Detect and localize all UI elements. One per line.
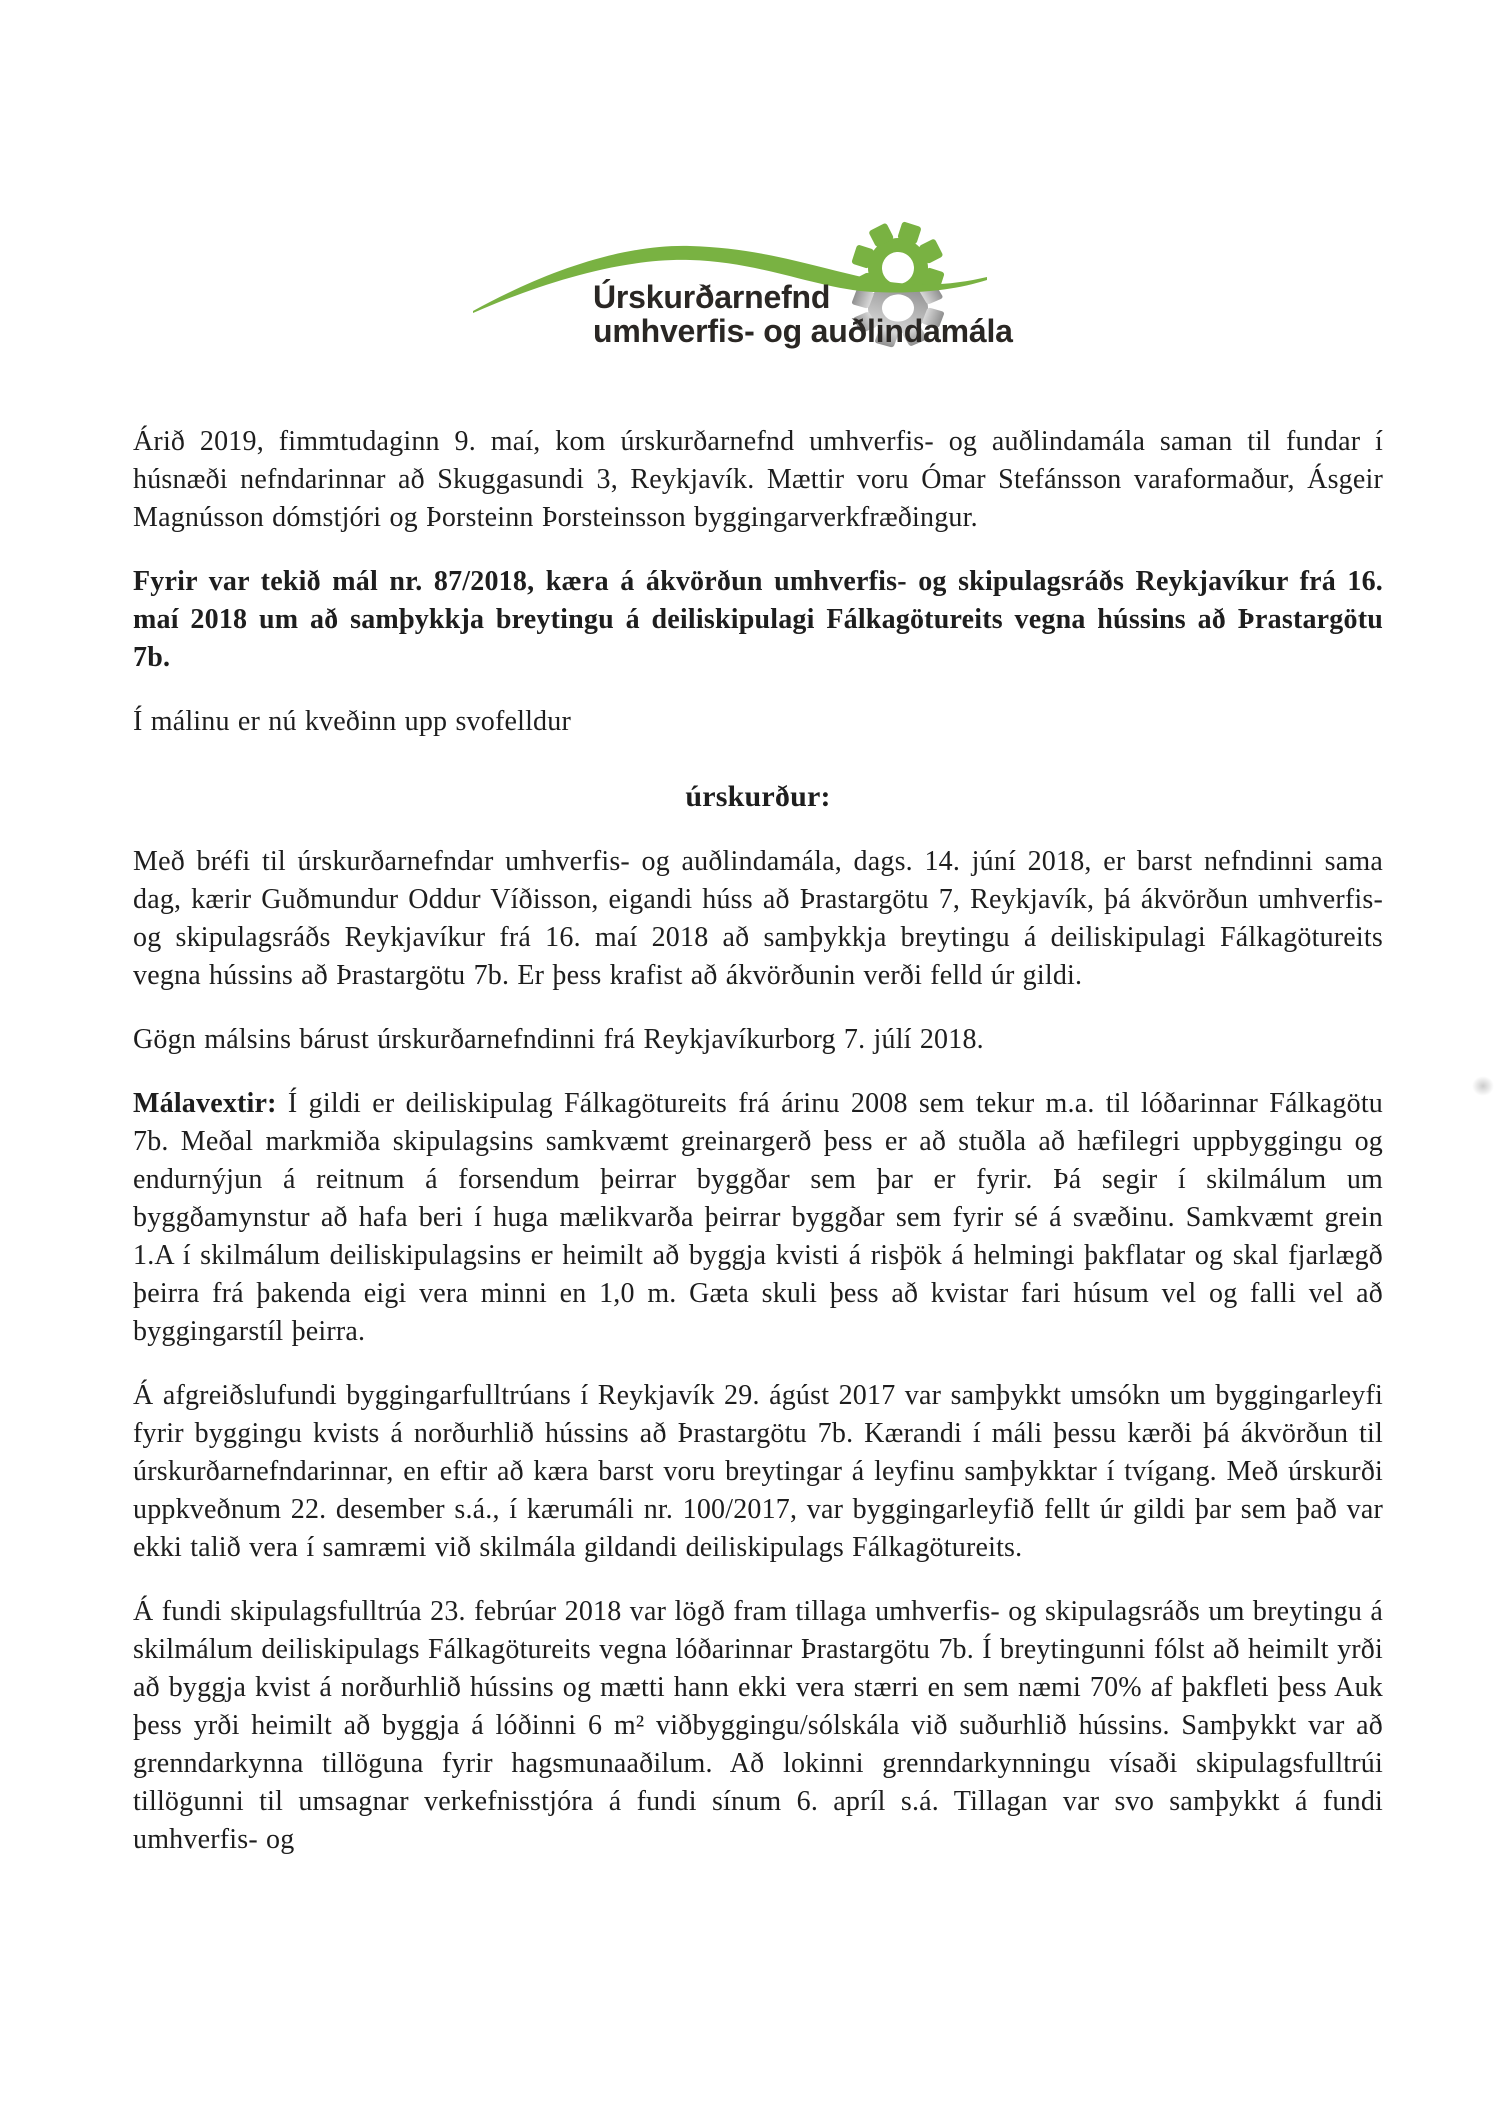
ruling-heading: úrskurður: [685,780,831,813]
org-name-line1: Úrskurðarnefnd [593,279,831,315]
paragraph-session-intro: Árið 2019, fimmtudaginn 9. maí, kom úrskurðarnefnd umhverfis- og auðlindamála saman til fundar í húsnæði nefndarinnar að Skuggasundi 3, Reykjavík. Mættir voru Ómar Stefánsson varaformaður, Ásgeir Magnússon dómstjóri og Þorsteinn Þorsteinsson byggingarverkfræðingur. [133,426,1383,533]
paragraph-malavextir [133,1085,1383,1351]
document-body [133,423,1383,1885]
org-logo [375,180,1015,365]
org-name-line2: umhverfis- og auðlindamála [593,313,1013,349]
org-name [593,280,1013,348]
paragraph-case-statement: Fyrir var tekið mál nr. 87/2018, kæra á ákvörðun umhverfis- og skipulagsráðs Reykjavíkur frá 16. maí 2018 um að samþykkja breytingu á deiliskipulagi Fálkagötureits vegna hússins að Þrastargötu 7b. [133,566,1383,673]
paragraph-malavextir-text: Í gildi er deiliskipulag Fálkagötureits frá árinu 2008 sem tekur m.a. til lóðarinnar Fálkagötu 7b. Meðal markmiða skipulagsins samkvæmt greinargerð þess er að stuðla að hæfilegri uppbyggingu og endurnýjun á reitnum á forsendum þeirrar byggðar sem þar er fyrir. Þá segir í skilmálum um byggðamynstur að hafa beri í huga mælikvarða þeirrar byggðar sem fyrir sé á svæðinu. Samkvæmt grein 1.A í skilmálum deiliskipulagsins er heimilt að byggja kvisti á risþök á helmingi þakflatar og skal fjarlægð þeirra frá þakenda eigi vera minni en 1,0 m. Gæta skuli þess að kvistar fari húsum vel og falli vel að byggingarstíl þeirra. [133,1088,1383,1347]
paragraph-appeal-letter: Með bréfi til úrskurðarnefndar umhverfis- og auðlindamála, dags. 14. júní 2018, er barst nefndinni sama dag, kærir Guðmundur Oddur Víðisson, eigandi húss að Þrastargötu 7, Reykjavík, þá ákvörðun umhverfis- og skipulagsráðs Reykjavíkur frá 16. maí 2018 að samþykkja breytingu á deiliskipulagi Fálkagötureits vegna hússins að Þrastargötu 7b. Er þess krafist að ákvörðunin verði felld úr gildi. [133,846,1383,991]
scan-artifact [1472,1076,1494,1096]
paragraph-building-permit: Á afgreiðslufundi byggingarfulltrúans í Reykjavík 29. ágúst 2017 var samþykkt umsókn um byggingarleyfi fyrir byggingu kvists á norðurhlið hússins að Þrastargötu 7b. Kærandi í máli þessu kærði þá ákvörðun til úrskurðarnefndarinnar, en eftir að kæra barst voru breytingar á leyfinu samþykktar í tvígang. Með úrskurði uppkveðnum 22. desember s.á., í kærumáli nr. 100/2017, var byggingarleyfið fellt úr gildi þar sem það var ekki talið vera í samræmi við skilmála gildandi deiliskipulags Fálkagötureits. [133,1380,1383,1563]
paragraph-planning-meeting: Á fundi skipulagsfulltrúa 23. febrúar 2018 var lögð fram tillaga umhverfis- og skipulagsráðs um breytingu á skilmálum deiliskipulags Fálkagötureits vegna lóðarinnar Þrastargötu 7b. Í breytingunni fólst að heimilt yrði að byggja kvist á norðurhlið hússins og mætti hann ekki vera stærri en sem næmi 70% af þakfleti þess Auk þess yrði heimilt að byggja á lóðinni 6 m² viðbyggingu/sólskála við suðurhlið hússins. Samþykkt var að grenndarkynna tillöguna fyrir hagsmunaaðilum. Að lokinni grenndarkynningu vísaði skipulagsfulltrúi tillögunni til umsagnar verkefnisstjóra á fundi sínum 6. apríl s.á. Tillagan var svo samþykkt á fundi umhverfis- og [133,1596,1383,1855]
paragraph-preamble: Í málinu er nú kveðinn upp svofelldur [133,706,571,737]
paragraph-malavextir-lead: Málavextir: [133,1088,277,1119]
paragraph-data-received: Gögn málsins bárust úrskurðarnefndinni frá Reykjavíkurborg 7. júlí 2018. [133,1024,984,1055]
